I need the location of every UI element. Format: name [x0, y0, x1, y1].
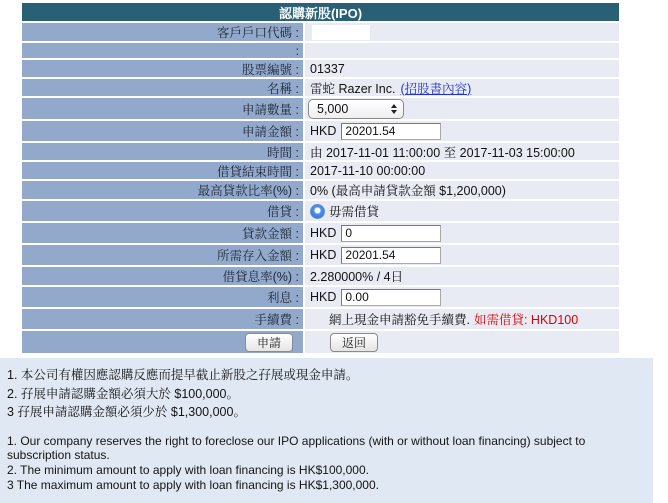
row-max-loan-ratio	[22, 181, 619, 199]
deposit-amount-value-cell	[305, 245, 619, 265]
row-loan-amount	[22, 223, 619, 243]
header-row	[22, 3, 619, 21]
footnote-zh-3: 3 孖展申請認購金額必須少於 $1,300,000。	[7, 405, 246, 419]
time-label: 時間 :	[22, 143, 303, 160]
loan-end-time-value: 2017-11-10 00:00:00	[305, 162, 619, 179]
row-handling-fee	[22, 309, 619, 329]
footnote-en-3: 3 The maximum amount to apply with loan financing is HK$1,300,000.	[7, 477, 379, 492]
row-stock-code	[22, 60, 619, 77]
row-buttons	[22, 331, 619, 353]
interest-input[interactable]	[341, 289, 441, 306]
footnote-zh-2: 2. 孖展申請認購金額必須大於 $100,000。	[7, 386, 240, 401]
no-loan-radio[interactable]	[310, 204, 325, 219]
loan-amount-value-cell	[305, 223, 619, 243]
footnote-zh-1: 1. 本公司有權因應認購反應而提早截止新股之孖展或現金申請。	[7, 368, 359, 382]
max-loan-ratio-label: 最高貸款比率(%) :	[22, 181, 303, 199]
apply-button[interactable]: 申請	[245, 333, 293, 352]
account-code-label: 客戶戶口代碼 :	[22, 23, 303, 41]
footnotes	[0, 358, 653, 503]
loan-rate-label: 借貸息率(%) :	[22, 267, 303, 285]
stepper-icon	[391, 104, 397, 114]
deposit-amount-input[interactable]	[341, 247, 441, 264]
footnotes-english	[7, 434, 645, 493]
stock-name-value-cell	[305, 79, 619, 96]
back-button[interactable]: 返回	[330, 333, 378, 352]
deposit-amount-currency: HKD	[310, 248, 337, 262]
row-interest	[22, 287, 619, 307]
row-apply-amount	[22, 121, 619, 141]
chevron-down-icon	[391, 110, 397, 114]
apply-button-cell	[22, 331, 303, 353]
account-code-value-cell	[305, 23, 619, 41]
row-loan-rate	[22, 267, 619, 285]
apply-amount-input[interactable]	[341, 123, 441, 140]
row-deposit-amount	[22, 245, 619, 265]
row-loan	[22, 201, 619, 221]
stock-code-label: 股票編號 :	[22, 60, 303, 77]
loan-amount-input[interactable]	[341, 225, 441, 242]
blank-value-cell	[305, 43, 619, 58]
quantity-label: 申請數量 :	[22, 98, 303, 119]
handling-fee-value-cell	[305, 309, 619, 329]
max-loan-ratio-value: 0% (最高申請貸款金額 $1,200,000)	[305, 181, 619, 199]
row-loan-end-time	[22, 162, 619, 179]
stock-code-value: 01337	[305, 60, 619, 77]
row-stock-name	[22, 79, 619, 96]
footnote-en-2: 2. The minimum amount to apply with loan financing is HK$100,000.	[7, 463, 369, 478]
deposit-amount-label: 所需存入金額 :	[22, 245, 303, 265]
loan-value-cell	[305, 201, 619, 221]
handling-fee-label: 手續費 :	[22, 309, 303, 329]
quantity-selected-value: 5,000	[317, 101, 349, 116]
loan-amount-currency: HKD	[310, 226, 337, 240]
handling-fee-waiver-text: 網上現金申請豁免手續費.	[329, 313, 470, 327]
no-loan-radio-label: 毋需借貸	[329, 205, 380, 219]
page-title: 認購新股(IPO)	[22, 3, 619, 21]
row-quantity	[22, 98, 619, 119]
apply-amount-value-cell	[305, 121, 619, 141]
loan-label: 借貸 :	[22, 201, 303, 221]
ipo-form	[22, 3, 619, 353]
apply-amount-label: 申請金額 :	[22, 121, 303, 141]
row-time	[22, 143, 619, 160]
blank-label: :	[22, 43, 303, 58]
interest-currency: HKD	[310, 290, 337, 304]
row-blank	[22, 43, 619, 58]
stock-name-label: 名稱 :	[22, 79, 303, 96]
interest-label: 利息 :	[22, 287, 303, 307]
stock-name-value: 雷蛇 Razer Inc.	[310, 81, 396, 96]
back-button-cell	[305, 331, 619, 353]
quantity-select[interactable]	[308, 99, 404, 119]
loan-rate-value: 2.280000% / 4日	[305, 267, 619, 285]
loan-end-time-label: 借貸結束時間 :	[22, 162, 303, 179]
chevron-up-icon	[391, 104, 397, 108]
row-account-code	[22, 23, 619, 41]
prospectus-link[interactable]: (招股書內容)	[400, 81, 472, 96]
interest-value-cell	[305, 287, 619, 307]
quantity-value-cell	[305, 98, 619, 119]
apply-amount-currency: HKD	[310, 124, 337, 138]
account-code-redacted	[312, 25, 370, 40]
loan-amount-label: 貸款金額 :	[22, 223, 303, 243]
time-value: 由 2017-11-01 11:00:00 至 2017-11-03 15:00:00	[305, 143, 619, 160]
footnotes-chinese	[7, 366, 645, 422]
footnote-en-1: 1. Our company reserves the right to foreclose our IPO applications (with or without loan financing) subject to subscription status.	[7, 433, 586, 463]
handling-fee-loan-text: 如需借貸: HKD100	[473, 313, 579, 327]
